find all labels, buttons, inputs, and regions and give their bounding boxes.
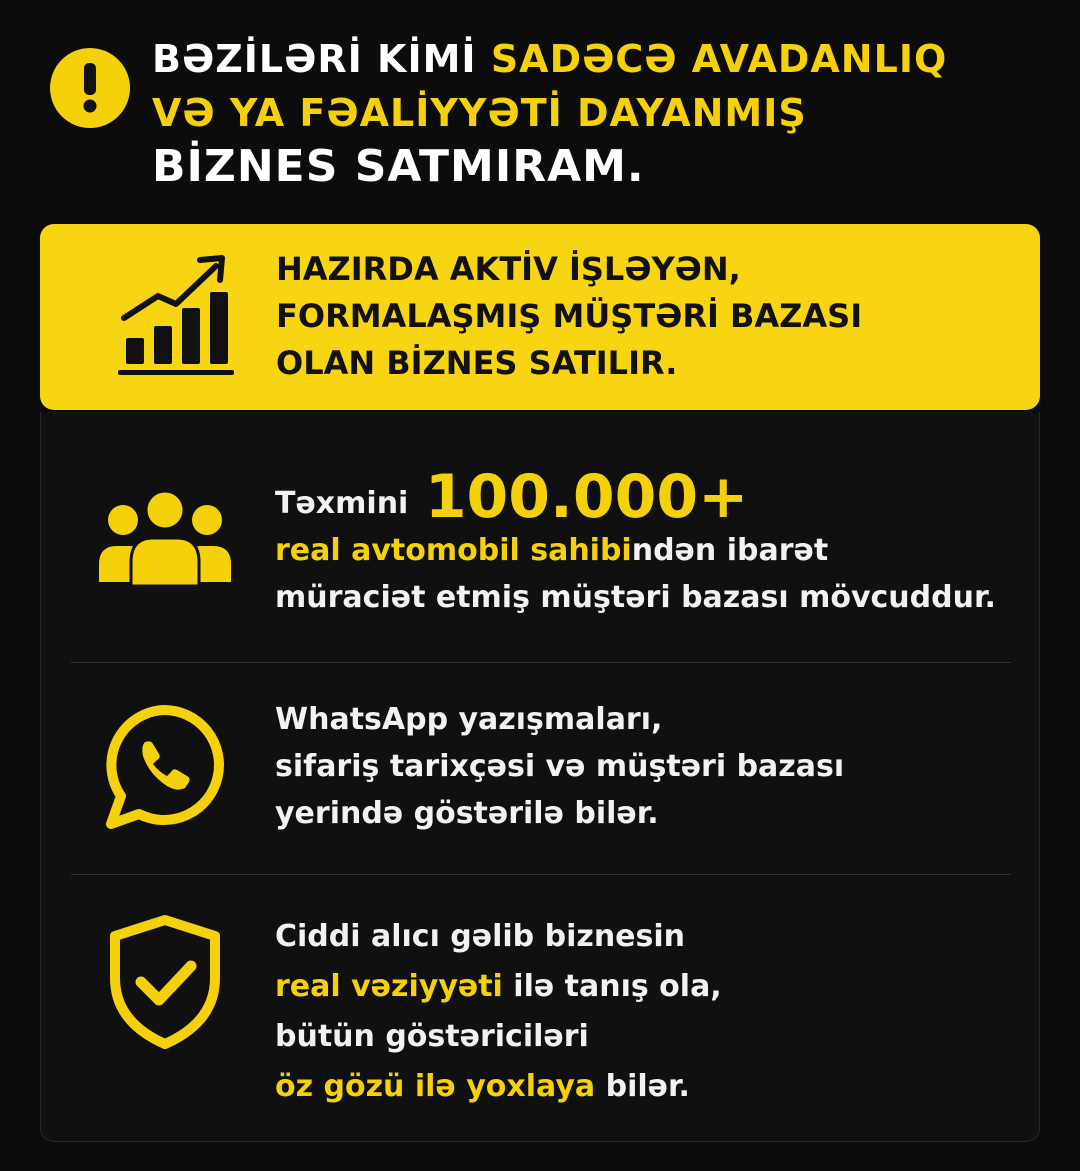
headline-yellow-1: SADƏCƏ AVADANLIQ [490,37,948,81]
banner-text [276,246,1016,387]
header [50,30,1040,220]
users-icon [95,490,235,594]
shield-check-icon [105,912,225,1056]
headline-white-2: BİZNES SATMIRAM. [152,141,645,192]
verify-line-4-rest: bilər. [595,1069,690,1104]
highlight-banner [40,224,1040,410]
customers-rest: ndən ibarət [631,533,829,568]
verify-line-2-rest: ilə tanış ola, [502,969,722,1004]
whatsapp-icon [101,702,227,836]
growth-chart-icon [118,248,238,382]
verify-text [275,912,1025,1112]
warning-icon [50,48,130,128]
divider [71,874,1011,875]
customers-line-3: müraciət etmiş müştəri bazası mövcuddur. [275,580,996,615]
customers-text [275,462,1025,621]
headline [152,32,1032,195]
whatsapp-line-2: sifariş tarixçəsi və müştəri bazası [275,749,845,784]
divider [71,662,1011,663]
verify-highlight-2: öz gözü ilə yoxlaya [275,1069,596,1104]
headline-white-1: BƏZİLƏRİ KİMİ [152,37,477,81]
verify-line-3: bütün göstəriciləri [275,1019,589,1054]
customers-highlight: real avtomobil sahibi [275,533,632,568]
verify-highlight-1: real vəziyyəti [275,969,503,1004]
banner-line-2: FORMALAŞMIŞ MÜŞTƏRİ BAZASI [276,297,863,335]
feature-whatsapp [41,696,1041,866]
banner-line-3: OLAN BİZNES SATILIR. [276,344,678,382]
feature-customers [41,462,1041,652]
verify-line-1: Ciddi alıcı gəlib biznesin [275,919,686,954]
customers-count: 100.000+ [424,462,749,532]
headline-yellow-2: VƏ YA FƏALİYYƏTİ DAYANMIŞ [152,91,807,135]
whatsapp-line-3: yerində göstərilə bilər. [275,796,659,831]
whatsapp-text [275,696,1025,837]
features-panel [40,412,1040,1142]
whatsapp-line-1: WhatsApp yazışmaları, [275,702,663,737]
feature-verify [41,912,1041,1122]
customers-prefix: Təxmini [275,486,409,521]
banner-line-1: HAZIRDA AKTİV İŞLƏYƏN, [276,250,741,288]
